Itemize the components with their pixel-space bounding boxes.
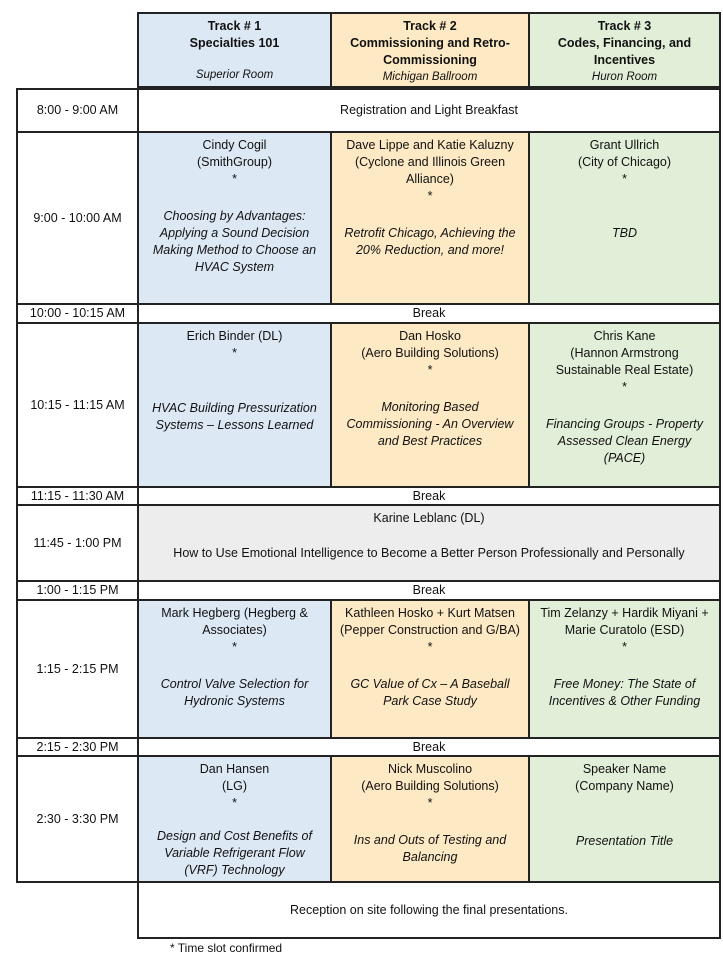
footnote: * Time slot confirmed xyxy=(170,941,283,955)
speaker-org: (Aero Building Solutions) xyxy=(361,346,499,360)
track-3-number: Track # 3 xyxy=(597,19,652,33)
session-2-track-3 xyxy=(528,322,721,488)
time-session-4: 2:30 - 3:30 PM xyxy=(16,755,139,883)
reception-cell: Reception on site following the final presentations. xyxy=(137,881,721,939)
track-1-name: Specialties 101 xyxy=(189,36,280,50)
speaker-org: (Cyclone and Illinois Green Alliance) xyxy=(354,155,506,186)
talk-title: Monitoring Based Commissioning - An Overview and Best Practices xyxy=(346,400,514,448)
confirmed-mark: * xyxy=(427,363,433,377)
break-4-cell: Break xyxy=(137,737,721,757)
speaker-name: Erich Binder (DL) xyxy=(186,329,283,343)
registration-cell: Registration and Light Breakfast xyxy=(137,88,721,133)
speaker-org: (Aero Building Solutions) xyxy=(361,779,499,793)
talk-title: TBD xyxy=(612,226,637,240)
session-4-track-1 xyxy=(137,755,332,883)
confirmed-mark: * xyxy=(232,640,237,654)
confirmed-mark: * xyxy=(622,640,627,654)
talk-title: GC Value of Cx – A Baseball Park Case Study xyxy=(350,677,510,708)
track-1-header xyxy=(137,12,332,88)
track-3-header xyxy=(528,12,721,88)
session-4-track-3 xyxy=(528,755,721,883)
confirmed-mark: * xyxy=(427,640,433,654)
break-3-cell: Break xyxy=(137,580,721,601)
speaker-name: Grant Ullrich xyxy=(589,138,660,152)
session-3-track-2 xyxy=(330,599,530,739)
track-1-number: Track # 1 xyxy=(207,19,262,33)
talk-title: Retrofit Chicago, Achieving the 20% Reduction, and more! xyxy=(344,226,516,257)
track-3-name: Codes, Financing, and Incentives xyxy=(557,36,692,67)
track-2-number: Track # 2 xyxy=(403,19,457,33)
keynote-cell xyxy=(137,504,721,582)
speaker-org: (Hannon Armstrong Sustainable Real Estate) xyxy=(555,346,694,377)
track-2-room: Michigan Ballroom xyxy=(382,71,478,83)
talk-title: Presentation Title xyxy=(575,834,674,848)
talk-title: HVAC Building Pressurization Systems – Lessons Learned xyxy=(152,401,317,432)
speaker-name: Dan Hosko xyxy=(399,329,461,343)
speaker-name: Chris Kane xyxy=(593,329,656,343)
speaker-name: Cindy Cogil xyxy=(202,138,267,152)
time-break-4: 2:15 - 2:30 PM xyxy=(16,737,139,757)
speaker-org: (Pepper Construction and G/BA) xyxy=(340,623,520,637)
session-1-track-2 xyxy=(330,131,530,305)
talk-title: Design and Cost Benefits of Variable Refrigerant Flow (VRF) Technology xyxy=(157,829,312,877)
speaker-org: (LG) xyxy=(222,779,247,793)
confirmed-mark: * xyxy=(427,796,433,810)
speaker-org: (SmithGroup) xyxy=(196,155,273,169)
session-1-track-1 xyxy=(137,131,332,305)
time-break-1: 10:00 - 10:15 AM xyxy=(16,303,139,324)
talk-title: Control Valve Selection for Hydronic Systems xyxy=(160,677,309,708)
time-session-1: 9:00 - 10:00 AM xyxy=(16,131,139,305)
speaker-name: Speaker Name xyxy=(582,762,667,776)
speaker-name: Dave Lippe and Katie Kaluzny xyxy=(346,138,514,152)
time-keynote: 11:45 - 1:00 PM xyxy=(16,504,139,582)
session-3-track-1 xyxy=(137,599,332,739)
confirmed-mark: * xyxy=(232,796,237,810)
time-break-2: 11:15 - 11:30 AM xyxy=(16,486,139,506)
keynote-title: How to Use Emotional Intelligence to Become a Better Person Professionally and Personally xyxy=(173,546,685,560)
session-1-track-3 xyxy=(528,131,721,305)
speaker-name: Mark Hegberg (Hegberg & Associates) xyxy=(161,606,308,637)
time-session-3: 1:15 - 2:15 PM xyxy=(16,599,139,739)
confirmed-mark: * xyxy=(622,380,627,394)
speaker-name: Nick Muscolino xyxy=(387,762,473,776)
speaker-name: Kathleen Hosko + Kurt Matsen xyxy=(345,606,515,620)
talk-title: Ins and Outs of Testing and Balancing xyxy=(353,833,507,864)
confirmed-mark: * xyxy=(427,189,433,203)
speaker-name: Dan Hansen xyxy=(199,762,270,776)
session-4-track-2 xyxy=(330,755,530,883)
speaker-org: (City of Chicago) xyxy=(577,155,672,169)
break-2-cell: Break xyxy=(137,486,721,506)
break-1-cell: Break xyxy=(137,303,721,324)
talk-title: Choosing by Advantages: Applying a Sound Decision Making Method to Choose an HVAC System xyxy=(152,209,317,274)
talk-title: Free Money: The State of Incentives & Other Funding xyxy=(548,677,701,708)
track-3-room: Huron Room xyxy=(591,71,658,83)
speaker-org: (Company Name) xyxy=(575,779,674,793)
keynote-speaker: Karine Leblanc (DL) xyxy=(373,511,485,525)
confirmed-mark: * xyxy=(622,172,627,186)
track-2-header xyxy=(330,12,530,88)
talk-title: Financing Groups - Property Assessed Clean Energy (PACE) xyxy=(545,417,703,465)
session-2-track-2 xyxy=(330,322,530,488)
session-2-track-1 xyxy=(137,322,332,488)
speaker-name: Tim Zelanzy + Hardik Miyani + Marie Curatolo (ESD) xyxy=(540,606,709,637)
track-2-name: Commissioning and Retro-Commissioning xyxy=(350,36,510,67)
confirmed-mark: * xyxy=(232,346,237,360)
track-1-room: Superior Room xyxy=(195,69,274,81)
time-registration: 8:00 - 9:00 AM xyxy=(16,88,139,133)
session-3-track-3 xyxy=(528,599,721,739)
time-break-3: 1:00 - 1:15 PM xyxy=(16,580,139,601)
confirmed-mark: * xyxy=(232,172,237,186)
time-session-2: 10:15 - 11:15 AM xyxy=(16,322,139,488)
